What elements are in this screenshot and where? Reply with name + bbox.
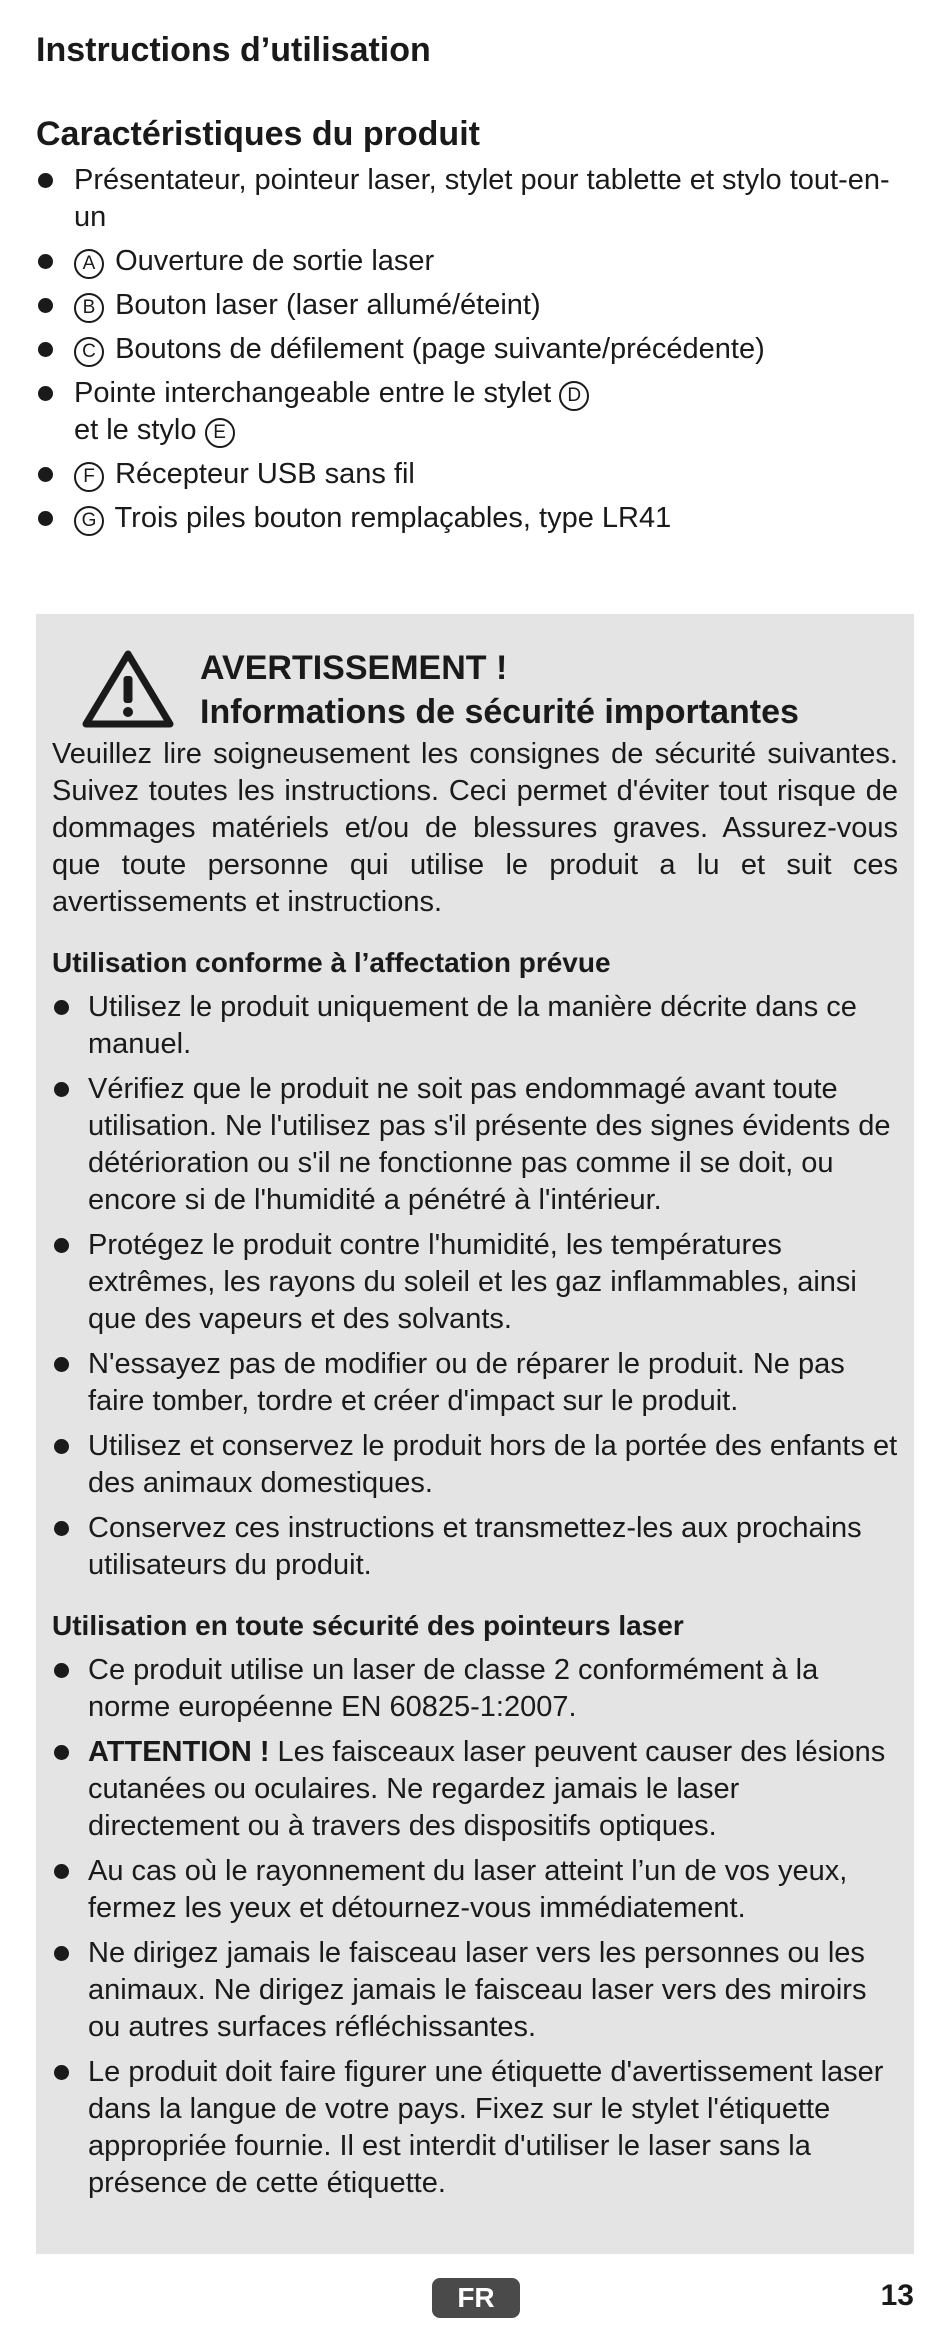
list-item: Protégez le produit contre l'humidité, les températures extrêmes, les rayons du soleil et les gaz inflammables, ainsi que des vapeurs et des solvants. [52,1227,898,1338]
feature-text: et le stylo [74,414,197,446]
warning-title [200,646,799,734]
features-list [36,162,914,537]
warning-intro: Veuillez lire soigneusement les consignes de sécurité suivantes. Suivez toutes les instructions. Ceci permet d'éviter tout risque de dommages matériels et/ou de blessures graves. Assurez-vous que toute personne qui utilise le produit a lu et suit ces avertissements et instructions. [52,738,898,918]
list-item [36,456,914,493]
list-item: Conservez ces instructions et transmettez-les aux prochains utilisateurs du produit. [52,1510,898,1584]
list-item: N'essayez pas de modifier ou de réparer le produit. Ne pas faire tomber, tordre et créer d'impact sur le produit. [52,1346,898,1420]
intended-use-heading: Utilisation conforme à l’affectation prévue [52,947,611,978]
label-marker: E [205,418,235,448]
feature-text: Présentateur, pointeur laser, stylet pour tablette et stylo tout-en-un [74,164,890,233]
list-item: Au cas où le rayonnement du laser atteint l’un de vos yeux, fermez les yeux et détournez-vous immédiatement. [52,1853,898,1927]
feature-text: Récepteur USB sans fil [115,458,415,490]
list-item: Utilisez le produit uniquement de la manière décrite dans ce manuel. [52,989,898,1063]
list-item [36,375,914,449]
list-item: Le produit doit faire figurer une étiquette d'avertissement laser dans la langue de votre pays. Fixez sur le stylet l'étiquette appropriée fournie. Il est interdit d'utiliser le laser sans la présence de cette étiquette. [52,2054,898,2202]
list-item: Ne dirigez jamais le faisceau laser vers les personnes ou les animaux. Ne dirigez jamais le faisceau laser vers des miroirs ou autres surfaces réfléchissantes. [52,1935,898,2046]
label-marker: F [74,462,104,492]
list-item [36,331,914,368]
list-item [36,162,914,236]
attention-text: Les faisceaux laser peuvent causer des lésions cutanées ou oculaires. Ne regardez jamais le laser directement ou à travers des dispositifs optiques. [88,1736,886,1842]
list-item: Utilisez et conservez le produit hors de la portée des enfants et des animaux domestiques. [52,1428,898,1502]
list-item: Vérifiez que le produit ne soit pas endommagé avant toute utilisation. Ne l'utilisez pas s'il présente des signes évidents de détérioration ou s'il ne fonctionne pas comme il se doit, ou encore si de l'humidité a pénétré à l'intérieur. [52,1071,898,1219]
list-item: Ce produit utilise un laser de classe 2 conformément à la norme européenne EN 60825-1:2007. [52,1652,898,1726]
feature-text: Trois piles bouton remplaçables, type LR41 [114,502,672,534]
feature-text: Ouverture de sortie laser [115,245,435,277]
list-item [52,1734,898,1845]
warning-title-line1: AVERTISSEMENT ! [200,649,508,687]
label-marker: A [74,249,104,279]
page-content [36,28,914,544]
warning-body [52,736,898,2202]
label-marker: D [559,381,589,411]
list-item [36,287,914,324]
document-title: Instructions d’utilisation [36,31,431,69]
language-badge: FR [432,2278,520,2318]
warning-title-line2: Informations de sécurité importantes [200,693,799,731]
attention-label: ATTENTION ! [88,1736,270,1768]
feature-text: Bouton laser (laser allumé/éteint) [115,289,541,321]
feature-text: Boutons de défilement (page suivante/précédente) [115,333,765,365]
list-item [36,500,914,537]
features-title: Caractéristiques du produit [36,115,480,153]
label-marker: C [74,337,104,367]
feature-text: Pointe interchangeable entre le stylet [74,377,552,409]
warning-triangle-icon [82,648,174,728]
page-number: 13 [880,2279,914,2312]
label-marker: G [74,506,104,536]
laser-safety-heading: Utilisation en toute sécurité des pointeurs laser [52,1610,684,1641]
warning-header [52,636,898,736]
list-item [36,243,914,280]
intended-use-list [52,989,898,1584]
safety-warning-box [36,614,914,2254]
label-marker: B [74,293,104,323]
laser-safety-list [52,1652,898,2202]
